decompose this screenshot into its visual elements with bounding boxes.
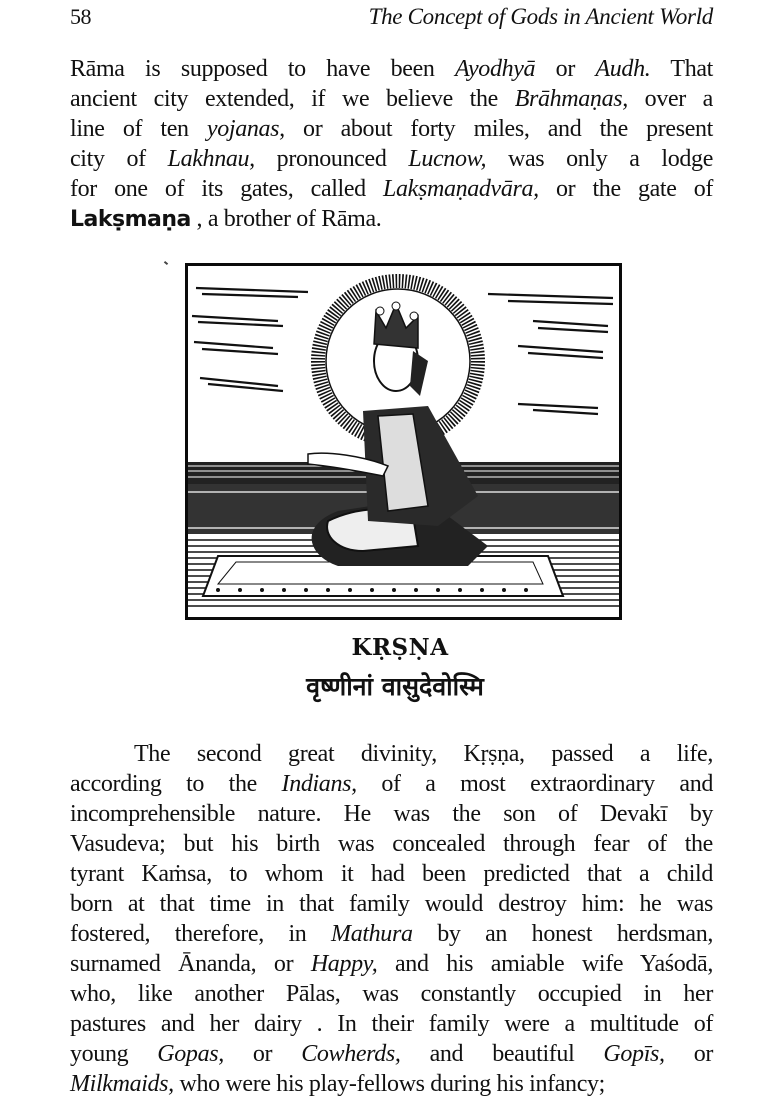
text-line: fostered, therefore, in Mathura by an honest herdsman,: [70, 921, 713, 947]
italic-term: Indians,: [281, 771, 357, 797]
text-line: young Gopas, or Cowherds, and beautiful Gopīs, or: [70, 1041, 713, 1067]
italic-term: Lakṣmaṇadvāra,: [383, 176, 539, 202]
italic-term: Brāhmaṇas,: [514, 86, 628, 112]
stray-ink-mark: [164, 261, 168, 265]
text-line: surnamed Ānanda, or Happy, and his amiable wife Yaśodā,: [70, 951, 713, 977]
italic-term: Happy,: [310, 951, 378, 977]
text-line: Lakṣmaṇa , a brother of Rāma.: [70, 206, 382, 232]
text-line: pastures and her dairy . In their family were a multitude of: [70, 1011, 713, 1037]
text-line: ancient city extended, if we believe the Brāhmaṇas, over a: [70, 86, 713, 112]
text-line: Milkmaids, who were his play-fellows during his infancy;: [70, 1071, 605, 1097]
text-line: according to the Indians, of a most extraordinary and: [70, 771, 713, 797]
text-line: incomprehensible nature. He was the son of Devakī by: [70, 801, 713, 827]
bold-term: Lakṣmaṇa: [70, 207, 191, 232]
text-line: Vasudeva; but his birth was concealed through fear of the: [70, 831, 713, 857]
running-title: The Concept of Gods in Ancient World: [368, 4, 713, 29]
text-line: tyrant Kaṁsa, to whom it had been predicted that a child: [70, 861, 713, 887]
figure-caption-sanskrit: वृष्णीनां वासुदेवोस्मि: [306, 672, 484, 701]
paragraph-rama-ayodhya: [70, 54, 713, 234]
italic-term: yojanas,: [206, 116, 285, 142]
italic-term: Gopas,: [157, 1041, 224, 1067]
krsna-illustration: [185, 263, 622, 620]
italic-term: Lucnow,: [408, 146, 487, 172]
italic-term: Gopīs,: [603, 1041, 665, 1067]
paragraph-krsna-life: [70, 739, 713, 1099]
text-line: who, like another Pālas, was constantly occupied in her: [70, 981, 713, 1007]
text-line: for one of its gates, called Lakṣmaṇadvāra, or the gate of: [70, 176, 713, 202]
italic-term: Ayodhyā: [455, 56, 536, 82]
italic-term: Milkmaids,: [70, 1071, 174, 1097]
text-line: Rāma is supposed to have been Ayodhyā or Audh. That: [70, 56, 713, 82]
text-line: born at that time in that family would destroy him: he was: [70, 891, 713, 917]
italic-term: Mathura: [331, 921, 413, 947]
italic-term: Lakhnau,: [167, 146, 255, 172]
page-number: 58: [70, 4, 91, 29]
text-line: The second great divinity, Kṛṣṇa, passed a life,: [134, 741, 713, 767]
krsna-woodcut-image: [188, 266, 619, 617]
figure-caption-title: KṚṢṆA: [351, 634, 449, 661]
text-line: line of ten yojanas, or about forty miles, and the present: [70, 116, 713, 142]
italic-term: Cowherds,: [301, 1041, 401, 1067]
italic-term: Audh.: [595, 56, 651, 82]
page-header: [70, 4, 713, 34]
text-line: city of Lakhnau, pronounced Lucnow, was only a lodge: [70, 146, 713, 172]
